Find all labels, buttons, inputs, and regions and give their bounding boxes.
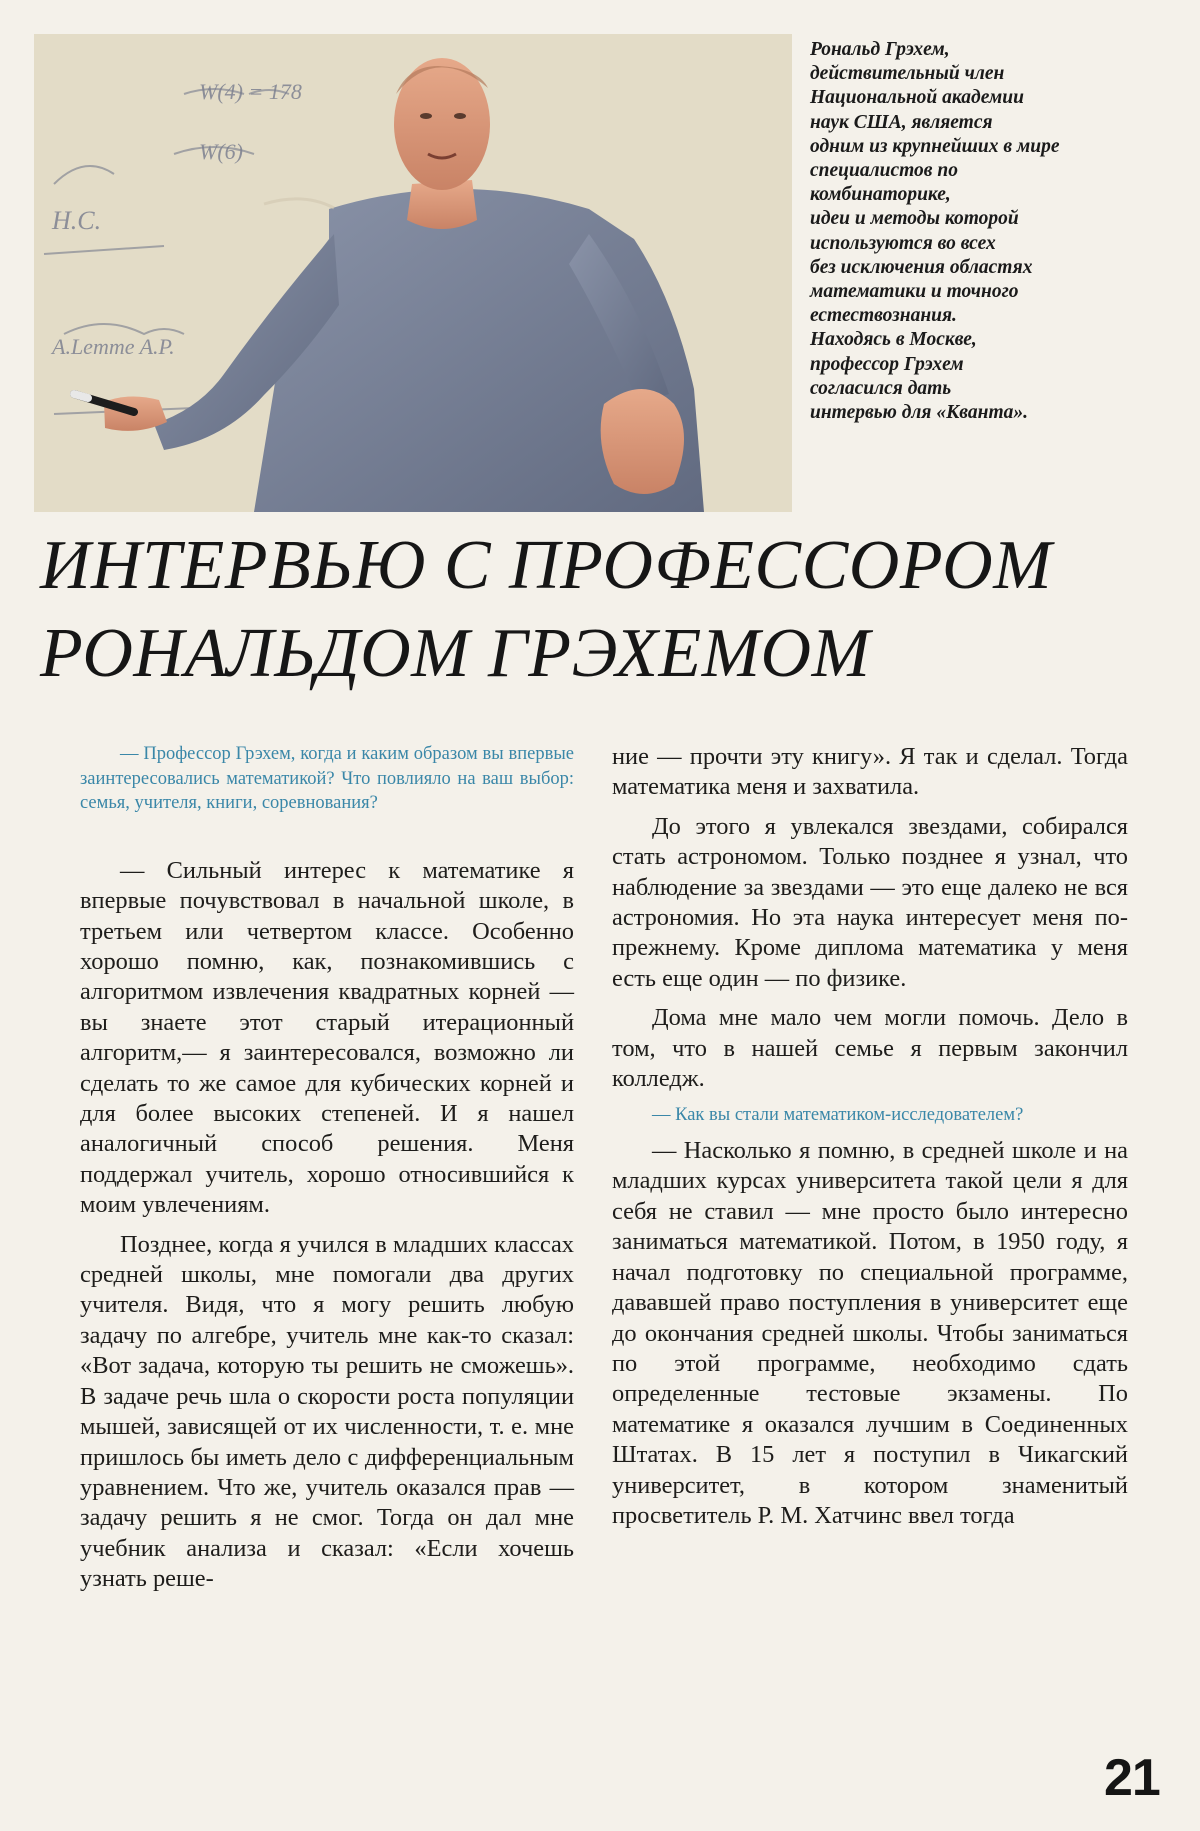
article-title	[40, 522, 1180, 698]
answer-paragraph: — Насколько я помню, в средней школе и на младших курсах университета такой цели я для себя не ставил — мне просто было интересно заниматься математикой. Потом, в 1950 году, я начал подготовку по специальной программе, дававшей право поступления в университет еще до окончания средней школы. Чтобы заниматься по этой программе, необходимо сдать определенные тестовые экзамены. По математике я оказался лучшим в Соединенных Штатах. В 15 лет я поступил в Чикагский университет, в котором знаменитый просветитель Р. М. Хатчинс ввел тогда	[612, 1137, 1128, 1529]
title-line-2: РОНАЛЬДОМ ГРЭХЕМОМ	[40, 615, 871, 692]
board-note-1: W(4) = 178	[199, 79, 302, 104]
caption-line: математики и точного	[810, 281, 1019, 303]
caption-line: Рональд Грэхем,	[810, 39, 950, 60]
photo-illustration	[34, 34, 792, 512]
caption-line: согласился дать	[810, 377, 952, 399]
left-column	[80, 742, 574, 1604]
caption-line: идеи и методы которой	[810, 208, 1019, 230]
caption-line: интервью для «Кванта».	[810, 402, 1028, 424]
title-line-1: ИНТЕРВЬЮ С ПРОФЕССОРОМ	[40, 527, 1053, 604]
caption-line: Национальной академии	[810, 87, 1024, 109]
board-note-3: H.C.	[52, 206, 102, 235]
caption-line: без исключения областях	[810, 256, 1033, 278]
caption-line: одним из крупнейших в мире	[810, 135, 1060, 157]
interview-question: — Как вы стали математиком-исследователем?	[652, 1105, 1024, 1126]
caption-line: специалистов по	[810, 160, 958, 182]
interview-question: — Профессор Грэхем, когда и каким образом вы впервые заинтересовались математикой? Что повлияло на ваш выбор: семья, учителя, книги, соревнования?	[80, 744, 574, 814]
caption-line: комбинаторике,	[810, 184, 951, 206]
photo-caption	[810, 38, 1170, 425]
answer-paragraph: Дома мне мало чем могли помочь. Дело в том, что в нашей семье я первым закончил колледж.	[612, 1004, 1128, 1093]
caption-line: используются во всех	[810, 232, 996, 254]
answer-paragraph-continued: ние — прочти эту книгу». Я так и сделал. Тогда математика меня и захватила.	[612, 743, 1128, 801]
board-note-2: W(6)	[199, 139, 243, 164]
answer-paragraph: — Сильный интерес к математике я впервые почувствовал в начальной школе, в третьем или четвертом классе. Особенно хорошо помню, как, познакомившись с алгоритмом извлечения квадратных корней — вы знаете этот старый итерационный алгоритм,— я заинтересовался, возможно ли сделать то же самое для кубических корней и для более высоких степеней. И я нашел аналогичный способ решения. Меня поддержал учитель, хорошо относившийся к моим увлечениям.	[80, 856, 574, 1219]
caption-line: Находясь в Москве,	[810, 329, 977, 351]
caption-line: действительный член	[810, 63, 1005, 85]
right-column	[612, 742, 1128, 1540]
page-number: 21	[1104, 1749, 1160, 1807]
caption-line: профессор Грэхем	[810, 353, 964, 375]
answer-paragraph: Позднее, когда я учился в младших классах средней школы, мне помогали два других учителя. Видя, что я могу решить любую задачу по алгебре, учитель мне как-то сказал: «Вот задача, которую ты решить не сможешь». В задаче речь шла о скорости роста популяции мышей, зависящей от их численности, т. е. мне пришлось бы иметь дело с дифференциальным уравнением. Что же, учитель оказался прав — задачу решить я не смог. Тогда он дал мне учебник анализа и сказал: «Если хочешь узнать реше-	[80, 1230, 574, 1593]
portrait-photo	[34, 34, 792, 512]
caption-line: наук США, является	[810, 111, 993, 133]
caption-line: естествознания.	[810, 305, 957, 327]
answer-paragraph: До этого я увлекался звездами, собирался стать астрономом. Только позднее я узнал, что наблюдение за звездами — это еще далеко не вся астрономия. Но эта наука интересует меня по-прежнему. Кроме диплома математика у меня есть еще один — по физике.	[612, 812, 1128, 992]
board-note-4: A.Lemme A.P.	[52, 334, 175, 359]
